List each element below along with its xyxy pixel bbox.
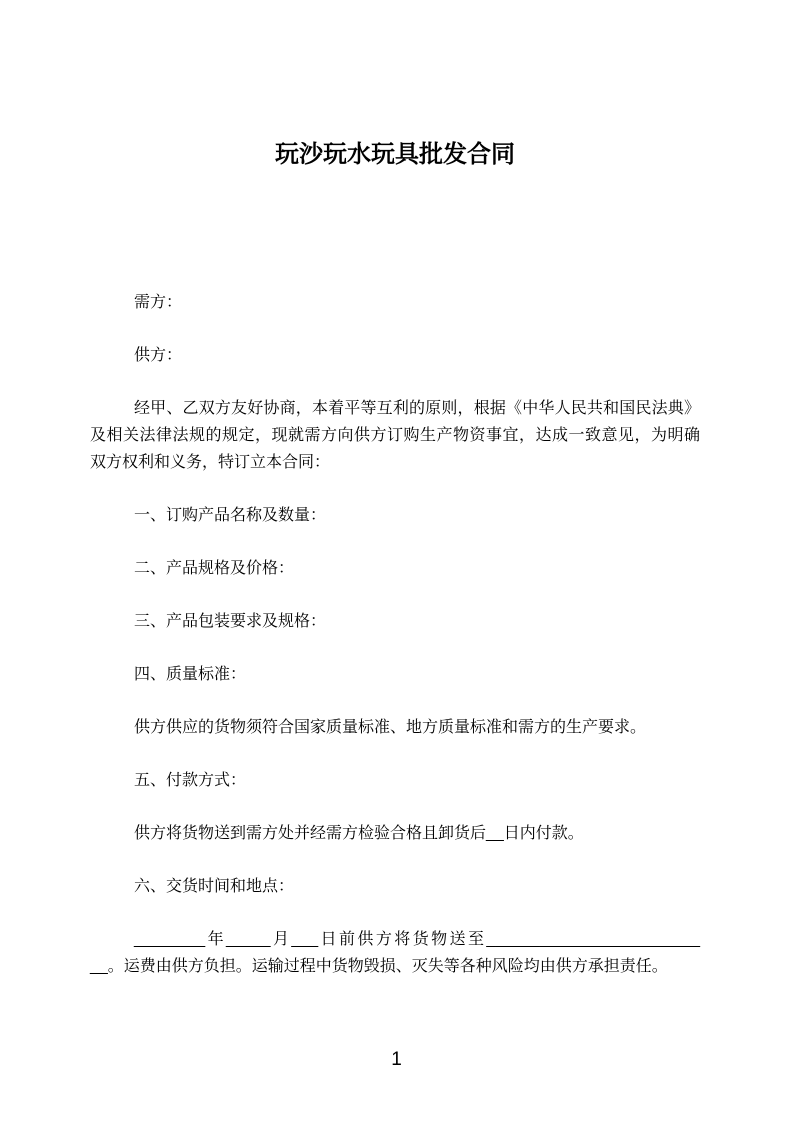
contract-title: 玩沙玩水玩具批发合同 bbox=[275, 141, 515, 168]
delivery-line-2: __。运费由供方负担。运输过程中货物毁损、灭失等各种风险均由供方承担责任。 bbox=[90, 958, 668, 975]
clause-4-body: 供方供应的货物须符合国家质量标准、地方质量标准和需方的生产要求。 bbox=[134, 719, 647, 736]
clause-5-body: 供方将货物送到需方处并经需方检验合格且卸货后__日内付款。 bbox=[134, 825, 584, 842]
delivery-line-1: ________年_____月___日前供方将货物送至________________________ bbox=[134, 931, 700, 948]
clause-3-heading: 三、产品包装要求及规格： bbox=[134, 613, 327, 630]
buyer-line: 需方： bbox=[134, 294, 183, 311]
page-number: 1 bbox=[391, 1049, 402, 1070]
clause-1-heading: 一、订购产品名称及数量： bbox=[134, 507, 327, 524]
clause-6-heading: 六、交货时间和地点： bbox=[134, 878, 295, 895]
preamble-paragraph bbox=[90, 395, 700, 476]
clause-5-heading: 五、付款方式： bbox=[134, 772, 247, 789]
preamble-line-2: 及相关法律法规的规定，现就需方向供方订购生产物资事宜，达成一致意见，为明确 bbox=[90, 427, 700, 444]
preamble-line-1: 经甲、乙双方友好协商，本着平等互利的原则，根据《中华人民共和国民法典》 bbox=[134, 400, 700, 417]
preamble-line-3: 双方权利和义务，特订立本合同： bbox=[90, 454, 331, 471]
delivery-paragraph bbox=[90, 926, 700, 980]
clause-4-heading: 四、质量标准： bbox=[134, 666, 247, 683]
clause-2-heading: 二、产品规格及价格： bbox=[134, 560, 295, 577]
supplier-line: 供方： bbox=[134, 347, 183, 364]
